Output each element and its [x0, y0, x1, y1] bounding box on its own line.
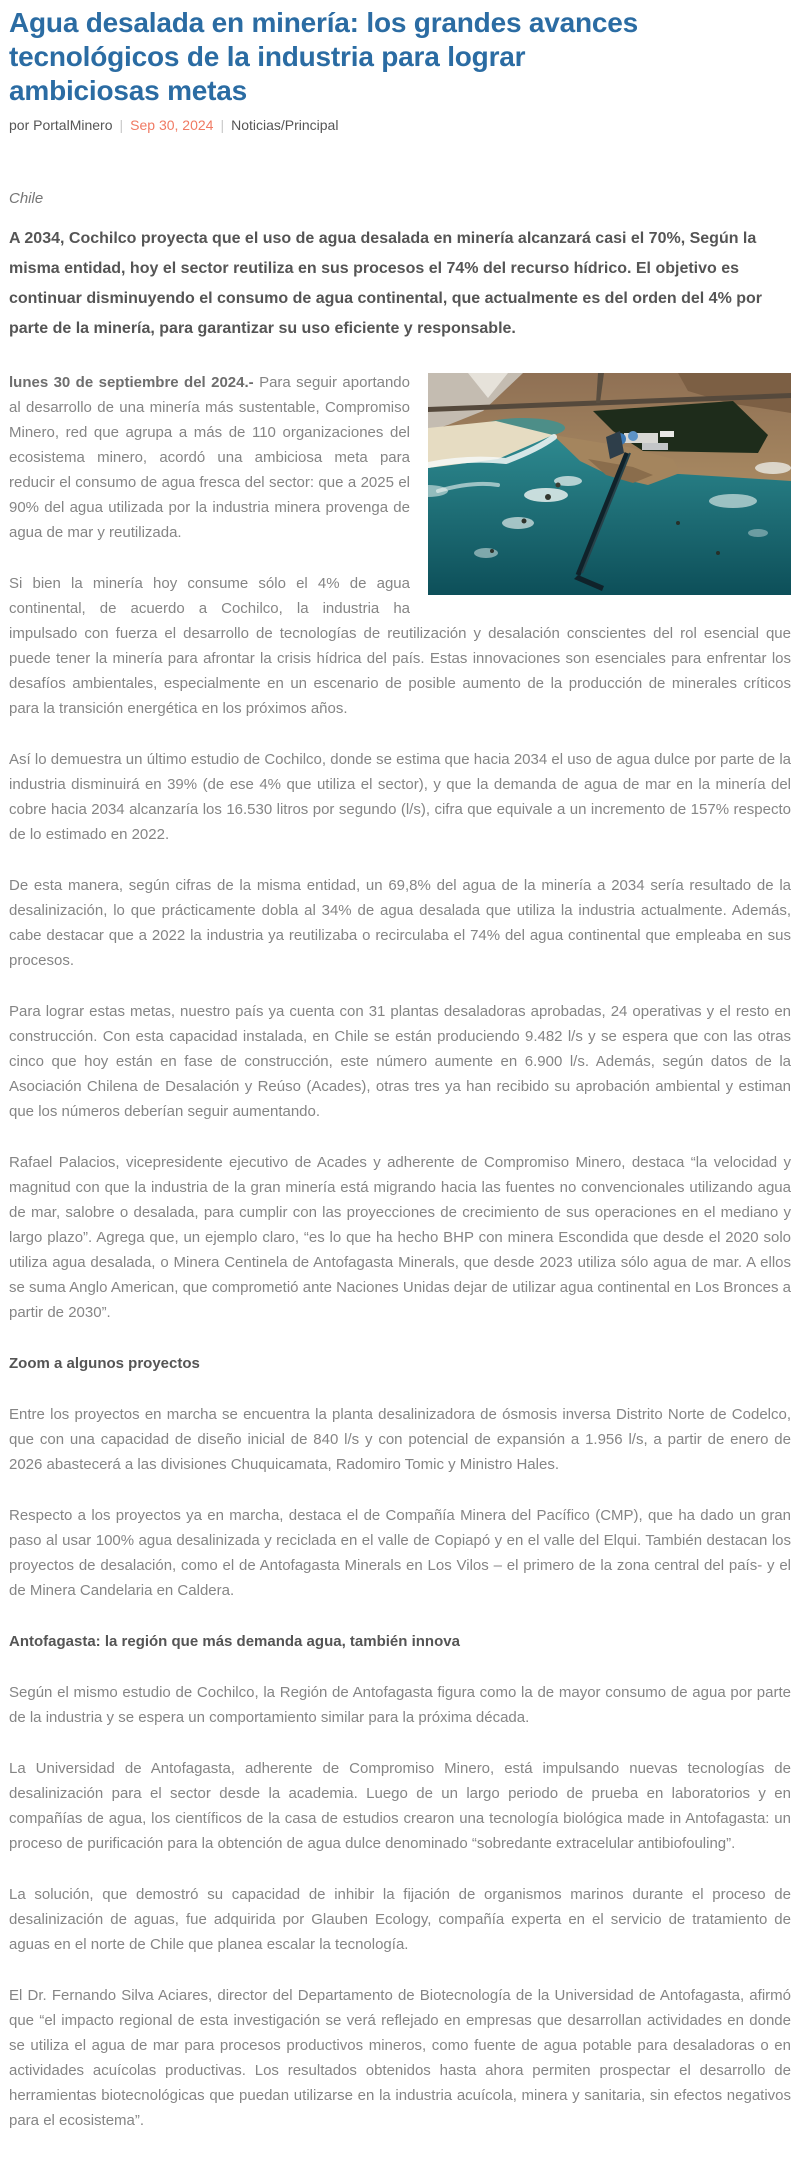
date-lead-in: lunes 30 de septiembre del 2024.- [9, 374, 254, 391]
byline [9, 117, 791, 133]
post-date: Sep 30, 2024 [130, 117, 214, 133]
article-paragraph: De esta manera, según cifras de la misma entidad, un 69,8% del agua de la minería a 2034 sería resultado de la desalinización, lo que prácticamente dobla al 34% de agua desalada que utiliza la industria actualmente. Además, cabe destacar que a 2022 la industria ya reutilizaba o recirculaba el 74% del agua continental que empleaba en sus procesos. [9, 877, 791, 969]
paragraph-text: Para seguir aportando al desarrollo de una minería más sustentable, Compromiso Minero, red que agrupa a más de 110 organizaciones del ecosistema minero, acordó una ambiciosa meta para reducir el consumo de agua fresca del sector: que a 2025 el 90% del agua utilizada por la industria minera provenga de agua de mar y reutilizada. [9, 374, 410, 541]
author-link[interactable]: por PortalMinero [9, 117, 113, 133]
article-photo [428, 373, 791, 595]
section-heading-projects: Zoom a algunos proyectos [9, 1355, 200, 1372]
article-paragraph: La solución, que demostró su capacidad de inhibir la fijación de organismos marinos durante el proceso de desalinización de aguas, fue adquirida por Glauben Ecology, compañía experta en el servicio de tratamiento de aguas en el norte de Chile que planea escalar la tecnología. [9, 1886, 791, 1953]
lead-paragraph: A 2034, Cochilco proyecta que el uso de agua desalada en minería alcanzará casi el 70%, Según la misma entidad, hoy el sector reutiliza en sus procesos el 74% del recurso hídrico. El objetivo es continuar disminuyendo el consumo de agua continental, que actualmente es del orden del 4% por parte de la minería, para garantizar su uso eficiente y responsable. [9, 230, 763, 337]
byline-separator: | [119, 117, 124, 133]
page-title: Agua desalada en minería: los grandes avances tecnológicos de la industria para lograr ambiciosas metas [9, 7, 639, 106]
article-body [9, 357, 791, 2146]
location-tag: Chile [9, 190, 44, 207]
article-paragraph: Respecto a los proyectos ya en marcha, destaca el de Compañía Minera del Pacífico (CMP), que ha dado un gran paso al usar 100% agua desalinizada y reciclada en el valle de Copiapó y en el valle del Elqui. También destacan los proyectos de desalación, como el de Antofagasta Minerals en Los Vilos – el primero de la zona central del país- y el de Minera Candelaria en Caldera. [9, 1507, 791, 1599]
article-paragraph: El Dr. Fernando Silva Aciares, director del Departamento de Biotecnología de la Universidad de Antofagasta, afirmó que “el impacto regional de esta investigación se verá reflejado en empresas que desarrollan actividades en donde se utiliza el agua de mar para procesos productivos mineros, como fuente de agua potable para desaladoras o en actividades acuícolas productivas. Los resultados obtenidos hasta ahora permiten prospectar el desarrollo de herramientas biotecnológicas que puedan utilizarse en la industria acuícola, minera y sanitaria, sin efectos negativos para el ecosistema”. [9, 1987, 791, 2129]
article-paragraph: La Universidad de Antofagasta, adherente de Compromiso Minero, está impulsando nuevas tecnologías de desalinización para el sector desde la academia. Luego de un largo periodo de prueba en laboratorios y en compañías de agua, los científicos de la casa de estudios crearon una tecnología biológica made in Antofagasta: un proceso de purificación para la obtención de agua dulce denominado “sobredante extracelular antibiofouling”. [9, 1760, 791, 1852]
article-paragraph: Rafael Palacios, vicepresidente ejecutivo de Acades y adherente de Compromiso Minero, destaca “la velocidad y magnitud con que la industria de la gran minería está migrando hacia las fuentes no convencionales utilizando agua de mar, salobre o desalada, para cumplir con las proyecciones de crecimiento de sus operaciones en el mediano y largo plazo”. Agrega que, un ejemplo claro, “es lo que ha hecho BHP con minera Escondida que desde el 2020 solo utiliza agua desalada, o Minera Centinela de Antofagasta Minerals, que desde 2023 utiliza sólo agua de mar. A ellos se suma Anglo American, que comprometió ante Naciones Unidas dejar de utilizar agua continental en Los Bronces a partir de 2030”. [9, 1154, 791, 1321]
article-paragraph: Entre los proyectos en marcha se encuentra la planta desalinizadora de ósmosis inversa Distrito Norte de Codelco, que con una capacidad de diseño inicial de 840 l/s y con potencial de expansión a 1.956 l/s, a partir de enero de 2026 abastecerá a las divisiones Chuquicamata, Radomiro Tomic y Ministro Hales. [9, 1406, 791, 1473]
section-heading-antofagasta: Antofagasta: la región que más demanda agua, también innova [9, 1633, 460, 1650]
article-paragraph: Según el mismo estudio de Cochilco, la Región de Antofagasta figura como la de mayor consumo de agua por parte de la industria y se espera un comportamiento similar para la próxima década. [9, 1684, 791, 1726]
coastal-desalination-plant-photo [428, 373, 791, 595]
category-link[interactable]: Noticias/Principal [231, 117, 339, 133]
article-paragraph: Para lograr estas metas, nuestro país ya cuenta con 31 plantas desaladoras aprobadas, 24 operativas y el resto en construcción. Con esta capacidad instalada, en Chile se están produciendo 9.482 l/s y se espera que con las otras cinco que hoy están en fase de construcción, este número aumente en 6.900 l/s. Además, según datos de la Asociación Chilena de Desalación y Reúso (Acades), otras tres ya han recibido su aprobación ambiental y estiman que los números deberían seguir aumentando. [9, 1003, 791, 1120]
article-paragraph: Si bien la minería hoy consume sólo el 4% de agua continental, de acuerdo a Cochilco, la industria ha impulsado con fuerza el desarrollo de tecnologías de reutilización y desalación conscientes del rol esencial que puede tener la minería para afrontar la crisis hídrica del país. Estas innovaciones son esenciales para enfrentar los desafíos ambientales, especialmente en un escenario de posible aumento de la producción de minerales críticos para la transición energética en los próximos años. [9, 575, 791, 717]
article-paragraph: Así lo demuestra un último estudio de Cochilco, donde se estima que hacia 2034 el uso de agua dulce por parte de la industria disminuirá en 39% (de ese 4% que utiliza el sector), y que la demanda de agua de mar en la minería del cobre hacia 2034 alcanzaría los 16.530 litros por segundo (l/s), cifra que equivale a un incremento de 157% respecto de lo estimado en 2022. [9, 751, 791, 843]
byline-separator: | [220, 117, 225, 133]
